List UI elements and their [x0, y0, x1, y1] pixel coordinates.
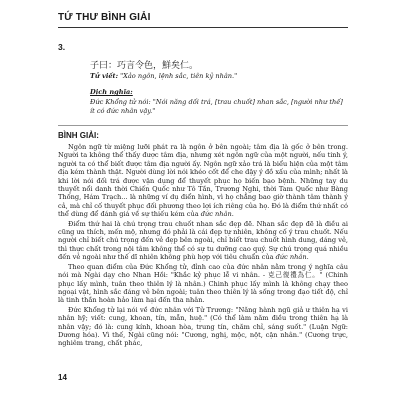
running-header: TỨ THƯ BÌNH GIẢI — [58, 12, 151, 23]
commentary-body — [58, 143, 348, 349]
header-rule — [58, 27, 348, 28]
commentary-paragraph-2 — [58, 220, 348, 262]
chinese-quote: 子曰：巧言令色，鮮矣仁。 — [90, 61, 199, 71]
commentary-paragraph-3: Theo quan điểm của Đức Khổng tử, đỉnh cao của đức nhân nằm trong ý nghĩa câu nói mà Ngài dạy cho Nhan Hồi: "Khắc kỷ phục lễ vi nhân. - 克己復禮為仁。" (Chinh phục lấy mình, tuân theo thiên lý là nhân.) Chinh phục lấy mình là không chạy theo ngoại vật, hình sắc đáng vẻ bên ngoài; tuân theo thiên lý là sống trong đạo tiết độ, chỉ là tinh thần hoàn hảo làm hại đến tha nhân. — [58, 262, 348, 305]
transliteration — [90, 72, 237, 80]
section-number: 3. — [58, 42, 66, 52]
emphasis-text: đức nhân. — [200, 210, 234, 219]
transliteration-label: Tử viết: — [90, 72, 119, 80]
emphasis-text: đức nhân. — [275, 253, 309, 262]
translation-text: Đức Khổng tử nói: "Nói năng dối trá, [trau chuốt] nhan sắc, [người như thế] ít có đức nhân vậy." — [90, 98, 343, 115]
paragraph-text: Điểm thứ hai là chú trọng trau chuốt nhan sắc đẹp đẽ. Nhan sắc đẹp đẽ là điều ai cũng ưa thích, mến mộ, nhưng đó phải là cái đẹp tự nhiên, không cố ý trau chuốt. Nếu người chỉ biết chú trọng đến vẻ đẹp bên ngoài, chỉ biết trau chuốt hình dung, dáng vẻ, thì thực chất trong nội tâm không thể có sự tu dưỡng cao quý. Sự chú trọng quá nhiều đến vẻ ngoài như thế dĩ nhiên không phù hợp với tiêu chuẩn của — [58, 219, 348, 262]
page-number: 14 — [58, 373, 67, 382]
translation-label: Dịch nghĩa: — [90, 88, 133, 96]
commentary-paragraph-1 — [58, 143, 348, 219]
transliteration-text: "Xảo ngôn, lệnh sắc, tiên kỷ nhân." — [118, 72, 238, 80]
paragraph-text: Ngôn ngữ từ miệng lưỡi phát ra là ngôn ở bên ngoài; tâm địa là gốc ở bên trong. Người ta không thể thấy được tâm địa, nhưng xét ngôn ngữ của một người, nếu tinh ý, người ta có thể biết được tâm địa người ấy. Ngôn ngữ xảo trá là biểu hiện của một tâm địa kém thành thật. Người dùng lời nói khéo cốt để che đậy ý đồ xấu của mình; nhất là khi lời nói đối trá được vận dụng để thuyết phục họ biến bạo bệnh. Những tay du thuyết nổi danh thời Chiến Quốc như Tô Tần, Trương Nghi, thời Tam Quốc như Bàng Thống, Hám Trạch... là những ví dụ điển hình, vì họ chẳng bao giờ thành tâm thành ý cả, mà chỉ cố thuyết phục đối phương theo lợi ích riêng của họ. Đó là điểm thứ nhất có thể dùng để đánh giá về sự thiếu kém của — [58, 143, 348, 219]
commentary-paragraph-4: Đức Khổng tử lại nói về đức nhân với Tử Trương: "Năng hành ngũ giả ư thiên hạ vi nhân hỹ; viết: cung, khoan, tín, mẫn, huệ." (Có thể làm năm điều trong thiên hạ là nhân vậy; đó là: cung kính, khoan hòa, trung tín, chăm chỉ, sáng suốt." (Luận Ngữ: Dương hóa). Vì thế, Ngài cũng nói: "Cương, nghị, mộc, nột, cận nhân." (Cương trực, nghiêm trang, chất phác, — [58, 305, 348, 348]
commentary-heading: BÌNH GIẢI: — [58, 131, 99, 140]
section-divider — [58, 125, 348, 126]
